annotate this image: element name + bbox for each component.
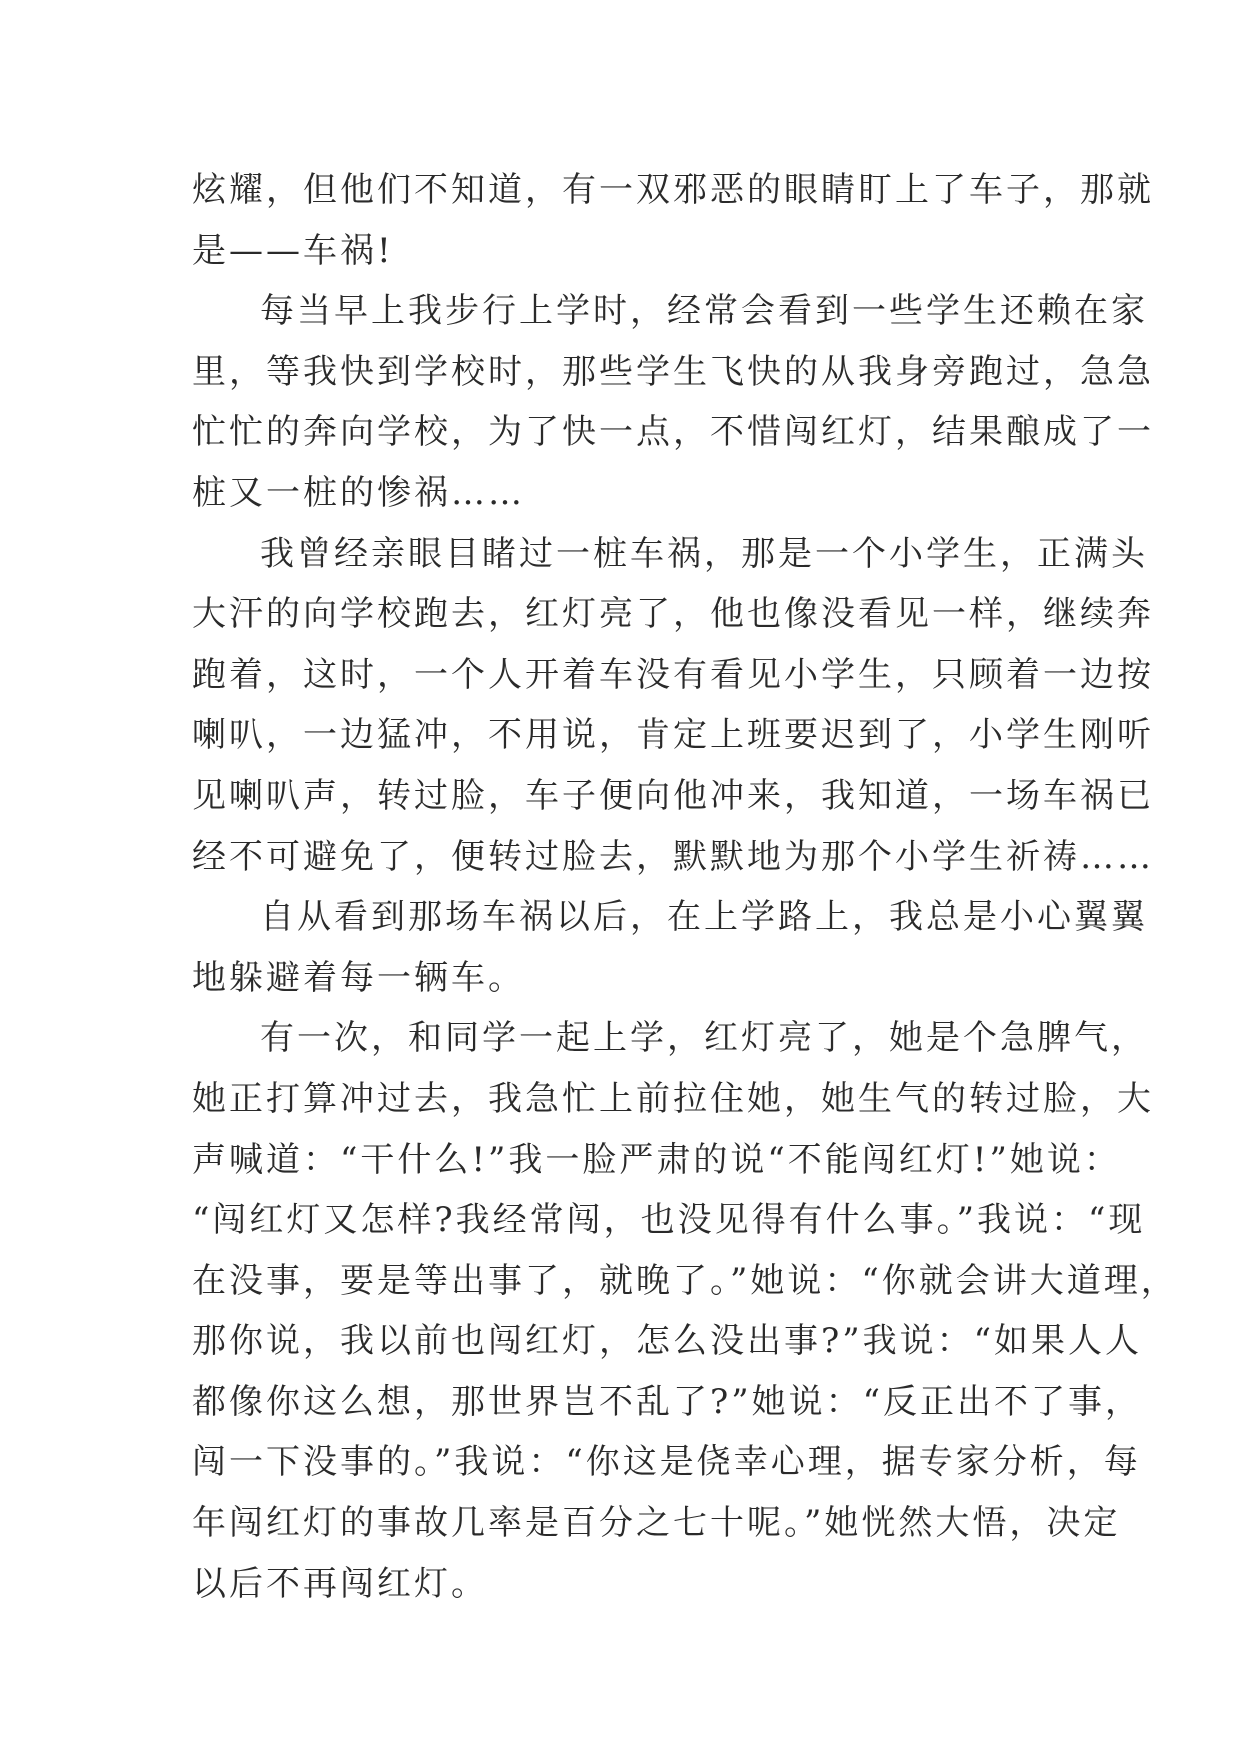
paragraph-start-line: 有一次，和同学一起上学，红灯亮了，她是个急脾气， — [260, 1018, 1148, 1059]
text-line: 那你说，我以前也闯红灯，怎么没出事?”我说：“如果人人 — [192, 1321, 1142, 1362]
text-line: 地躲避着每一辆车。 — [192, 957, 525, 998]
text-line: 见喇叭声，转过脸，车子便向他冲来，我知道，一场车祸已 — [192, 775, 1154, 816]
paragraph-start-line: 自从看到那场车祸以后，在上学路上，我总是小心翼翼 — [260, 897, 1148, 938]
text-line: 里，等我快到学校时，那些学生飞快的从我身旁跑过，急急 — [192, 351, 1154, 392]
text-line: 炫耀，但他们不知道，有一双邪恶的眼睛盯上了车子，那就 — [192, 170, 1154, 210]
text-line: 桩又一桩的惨祸…… — [192, 472, 525, 513]
text-line: 年闯红灯的事故几率是百分之七十呢。”她恍然大悟，决定 — [192, 1503, 1121, 1544]
text-line: 大汗的向学校跑去，红灯亮了，他也像没看见一样，继续奔 — [192, 594, 1154, 635]
text-line: 她正打算冲过去，我急忙上前拉住她，她生气的转过脸，大 — [192, 1078, 1154, 1119]
text-line: 跑着，这时，一个人开着车没有看见小学生，只顾着一边按 — [192, 654, 1154, 695]
text-line: 忙忙的奔向学校，为了快一点，不惜闯红灯，结果酿成了一 — [192, 412, 1154, 453]
text-line: 都像你这么想，那世界岂不乱了?”她说：“反正出不了事， — [192, 1381, 1142, 1422]
text-line: 闯一下没事的。”我说：“你这是侥幸心理，据专家分析，每 — [192, 1442, 1141, 1483]
text-line: 声喊道：“干什么!”我一脸严肃的说“不能闯红灯!”她说： — [192, 1139, 1121, 1180]
paragraph-start-line: 我曾经亲眼目睹过一桩车祸，那是一个小学生，正满头 — [260, 533, 1148, 574]
paragraph-start-line: 每当早上我步行上学时，经常会看到一些学生还赖在家 — [260, 291, 1148, 332]
text-line: 是——车祸! — [192, 230, 394, 271]
text-line: 在没事，要是等出事了，就晚了。”她说：“你就会讲大道理， — [192, 1260, 1178, 1301]
text-line: 经不可避免了，便转过脸去，默默地为那个小学生祈祷…… — [192, 836, 1154, 877]
text-line: “闯红灯又怎样?我经常闯，也没见得有什么事。”我说：“现 — [192, 1200, 1146, 1241]
essay-body — [192, 160, 1178, 1614]
text-line: 喇叭，一边猛冲，不用说，肯定上班要迟到了，小学生刚听 — [192, 715, 1154, 756]
text-line: 以后不再闯红灯。 — [192, 1563, 488, 1604]
